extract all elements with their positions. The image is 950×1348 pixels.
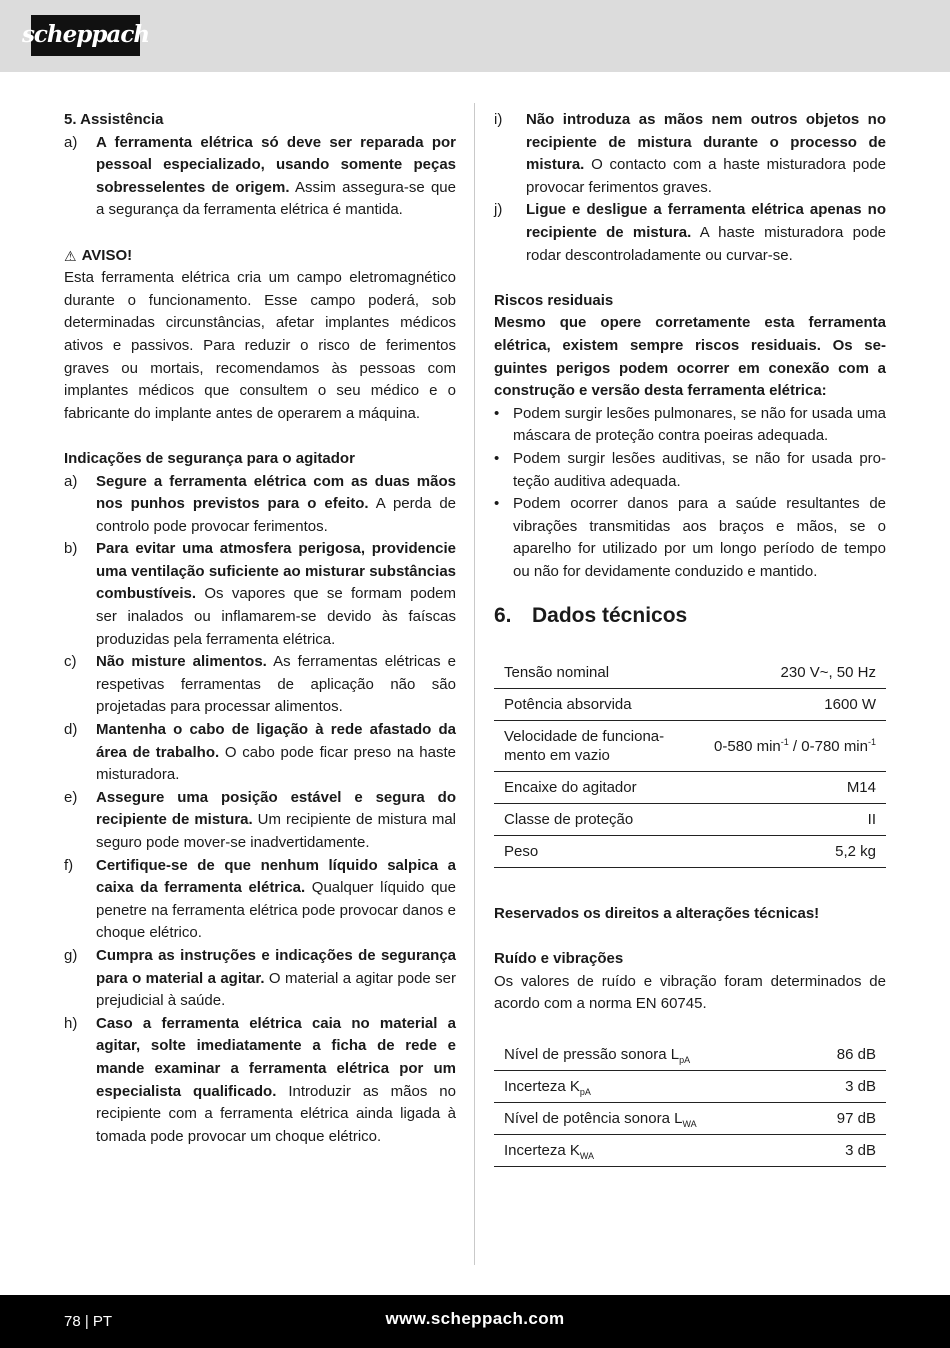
row-label-text: Incerteza K	[504, 1141, 580, 1159]
item-label: g)	[64, 946, 78, 964]
row-label: Peso	[494, 836, 704, 868]
item-bold-text: Para evitar uma atmosfera perigosa, providencie uma ventilação suficiente ao misturar substâncias combustíveis.	[96, 540, 456, 603]
row-label: Potência absorvida	[494, 689, 704, 721]
table-row	[494, 772, 886, 804]
item-bold-text: A ferramenta elétrica só deve ser reparada por pessoal especializado, usando somente peças sobresselentes de origem.	[96, 133, 456, 196]
table-row	[494, 804, 886, 836]
row-label-text: Nível de pressão sonora L	[504, 1045, 680, 1063]
table-row	[494, 689, 886, 721]
item-bold-text: Não introduza as mãos nem outros objetos no recipiente de mistura durante o processo de mistura.	[526, 111, 886, 174]
table-row	[494, 1039, 886, 1071]
row-value: 1600 W	[704, 689, 886, 721]
list-item	[64, 855, 456, 945]
item-label: e)	[64, 788, 78, 806]
speed-exponent-1: -1	[780, 736, 789, 747]
item-label: f)	[64, 856, 74, 874]
noise-table	[494, 1039, 886, 1167]
item-text: Um recipiente de mistura mal seguro pode mover-se inadvertidamente.	[96, 811, 456, 851]
speed-exponent-2: -1	[867, 736, 876, 747]
row-value: 3 dB	[801, 1070, 886, 1102]
row-label-subscript: WA	[579, 1150, 595, 1161]
item-label: b)	[64, 540, 78, 558]
item-text: Assim assegura-se que a segurança da ferramenta elétrica é mantida.	[96, 178, 456, 219]
item-bold-text: Assegure uma posição estável e segura do recipiente de mistura.	[96, 788, 456, 829]
item-bold-text: Segure a ferramenta elétrica com as duas mãos nos punhos previstos para o efeito.	[96, 472, 456, 513]
column-divider	[474, 103, 475, 1265]
list-item	[64, 787, 456, 855]
left-column	[64, 109, 456, 1148]
bullet-text: Podem surgir lesões auditivas, se não for usada proteção auditiva adequada.	[513, 449, 886, 490]
row-value: 230 V~, 50 Hz	[704, 657, 886, 689]
table-row	[494, 1070, 886, 1102]
item-text: As ferramentas elétricas e respetivas ferramentas de aplicação não são projetadas para processar alimentos.	[96, 653, 457, 716]
list-item	[494, 448, 886, 493]
brand-logo: scheppach	[31, 15, 140, 56]
warning-title: AVISO!	[81, 246, 133, 264]
section-number: 6.	[494, 604, 512, 628]
bullet-icon: •	[494, 449, 500, 467]
warning-text: Esta ferramenta elétrica cria um campo eletromagnético durante o funcionamento. Esse campo poderá, sob determinadas circunstâncias, afetar implantes médicos ativos e passivos. Para reduzir o risco de ferimentos graves ou mortais, recomendamos às pessoas com implantes médicos que consultem o seu médico e o fabricante do implante antes de operarem a máquina.	[64, 269, 456, 422]
noise-text: Os valores de ruído e vibração foram determinados de acordo com a norma EN 60745.	[494, 972, 886, 1013]
item-bold-text: Cumpra as instruções e indicações de segurança para o material a agitar.	[96, 946, 456, 987]
footer-bar	[0, 1295, 950, 1348]
row-label-text: Incerteza K	[504, 1077, 580, 1095]
row-label: Tensão nominal	[494, 657, 704, 689]
row-label: Classe de proteção	[494, 804, 704, 836]
row-value: 3 dB	[801, 1134, 886, 1166]
bullet-text: Podem ocorrer danos para a saúde resultantes de vibrações transmitidas aos braços e mãos, se o aparelho for utilizado por um longo período de tempo ou não for devidamente conduzido e mantido.	[513, 495, 886, 580]
row-value: 5,2 kg	[704, 836, 886, 868]
row-value	[704, 721, 886, 772]
item-text: A perda de controlo pode provocar ferimentos.	[96, 495, 456, 535]
row-label	[494, 1102, 801, 1134]
item-bold-text: Mantenha o cabo de ligação à rede afastado da área de trabalho.	[96, 721, 456, 761]
row-label	[494, 1070, 801, 1102]
row-label	[494, 1039, 801, 1071]
list-item	[64, 1013, 456, 1149]
tech-data-table	[494, 657, 886, 868]
row-value: 97 dB	[801, 1102, 886, 1134]
item-label: j)	[494, 201, 503, 219]
item-label: d)	[64, 721, 78, 739]
item-text: O cabo pode ficar preso na haste misturadora.	[96, 743, 456, 784]
item-text: Qualquer líquido que penetre na ferramenta elétrica pode provocar danos e choque elétrico.	[96, 879, 456, 942]
item-label: a)	[64, 472, 78, 490]
item-bold-text: Certifique-se de que nenhum líquido salpica a caixa da ferramenta elétrica.	[96, 856, 456, 897]
item-text: O material a agitar pode ser prejudicial à saúde.	[96, 969, 457, 1010]
row-value: 86 dB	[801, 1039, 886, 1071]
item-text: Introduzir as mãos no recipiente com a ferramenta elétrica ainda ligada à tomada pode provocar um choque elétrico.	[96, 1082, 456, 1145]
website-link[interactable]: www.scheppach.com	[385, 1309, 565, 1328]
table-row	[494, 836, 886, 868]
row-label-subscript: pA	[679, 1054, 691, 1065]
item-label: c)	[64, 653, 77, 671]
noise-title: Ruído e vibrações	[494, 950, 624, 968]
residual-risks-intro: Mesmo que opere corretamente esta ferramenta elétrica, existem sempre riscos residuais. Os seguintes perigos podem ocorrer em conexão com a construção e versão desta ferramenta elétrica:	[494, 314, 886, 400]
list-item	[494, 493, 886, 583]
agitator-title: Indicações de segurança para o agitador	[64, 449, 355, 467]
list-item	[64, 651, 456, 719]
header-bar	[0, 0, 950, 72]
row-label-subscript: pA	[579, 1086, 591, 1097]
list-item	[494, 109, 886, 199]
list-item	[64, 945, 456, 1013]
list-item	[494, 199, 886, 267]
right-column	[494, 109, 886, 1167]
reserved-notice: Reservados os direitos a alterações técnicas!	[494, 905, 820, 923]
item-bold-text: Caso a ferramenta elétrica caia no material a agitar, solte imediatamente a ficha de rede e mande examinar a ferramenta elétrica por um especialista qualificado.	[96, 1014, 456, 1100]
item-text: Os vapores que se formam podem ser inalados ou inflamarem-se devido às faíscas produzidas pela ferramenta elétrica.	[96, 585, 456, 648]
page-number: 78 | PT	[64, 1313, 113, 1330]
warning-triangle-icon: ⚠	[64, 247, 77, 264]
speed-value-2: 0-780 min	[801, 737, 868, 755]
bullet-text: Podem surgir lesões pulmonares, se não for usada uma máscara de proteção contra poeiras adequada.	[513, 404, 886, 445]
tech-data-heading	[494, 603, 886, 629]
table-row	[494, 657, 886, 689]
speed-value-1: 0-580 min	[714, 737, 781, 755]
bullet-icon: •	[494, 404, 500, 422]
table-row	[494, 721, 886, 772]
list-item	[64, 719, 456, 787]
list-item	[64, 471, 456, 539]
speed-separator: /	[788, 737, 802, 755]
list-item	[64, 132, 456, 222]
assist-title: 5. Assistência	[64, 111, 164, 128]
row-label: Encaixe do agitador	[494, 772, 704, 804]
item-text: O contacto com a haste misturadora pode provocar ferimentos graves.	[526, 156, 886, 196]
item-label: h)	[64, 1014, 78, 1032]
row-value: M14	[704, 772, 886, 804]
residual-risks-title: Riscos residuais	[494, 291, 614, 309]
list-item	[64, 538, 456, 651]
item-text: A haste misturadora pode rodar descontroladamente ou curvar-se.	[526, 223, 886, 264]
table-row	[494, 1134, 886, 1166]
row-value: II	[704, 804, 886, 836]
item-bold-text: Ligue e desligue a ferramenta elétrica apenas no recipiente de mistura.	[526, 201, 886, 241]
table-row	[494, 1102, 886, 1134]
row-label-text: Nível de potência sonora L	[504, 1109, 683, 1127]
item-bold-text: Não misture alimentos.	[96, 653, 267, 671]
item-label: a)	[64, 133, 78, 151]
row-label-subscript: WA	[682, 1118, 697, 1129]
section-title: Dados técnicos	[532, 604, 688, 628]
row-label: Velocidade de funcionamento em vazio	[494, 721, 704, 772]
row-label	[494, 1134, 801, 1166]
list-item	[494, 403, 886, 448]
warning-heading	[64, 245, 456, 268]
bullet-icon: •	[494, 495, 500, 513]
item-label: i)	[494, 111, 503, 128]
